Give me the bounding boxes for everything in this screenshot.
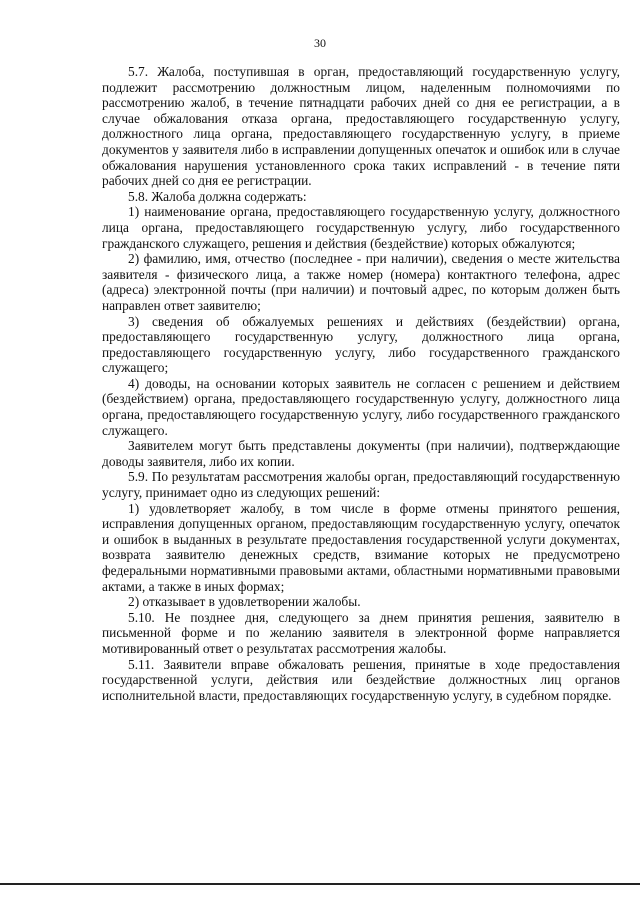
paragraph-5-11: 5.11. Заявители вправе обжаловать решения, принятые в ходе предоставления государственной услуги, действия или бездействие должностных лиц органов исполнительной власти, предоставляющих государственную услугу, в судебном порядке. — [102, 656, 620, 703]
paragraph-5-7: 5.7. Жалоба, поступившая в орган, предоставляющий государственную услугу, подлежит рассмотрению должностным лицом, наделенным полномочиями по рассмотрению жалоб, в течение пятнадцати рабочих дней со дня ее регистрации, а в случае обжалования отказа органа, предоставляющего государственную услугу, должностного лица органа, предоставляющего государственную услугу, в приеме документов у заявителя либо в исправлении допущенных опечаток и ошибок или в случае обжалования нарушения установленного срока таких исправлений - в течение пяти рабочих дней со дня ее регистрации. — [102, 64, 620, 189]
paragraph-5-9: 5.9. По результатам рассмотрения жалобы орган, предоставляющий государственную услугу, принимает одно из следующих решений: — [102, 469, 620, 501]
list-item: 4) доводы, на основании которых заявитель не согласен с решением и действием (бездействием) органа, предоставляющего государственную услугу, должностного лица органа, предоставляющего государственную услугу, либо государственного гражданского служащего. — [102, 375, 620, 438]
paragraph-5-10: 5.10. Не позднее дня, следующего за днем принятия решения, заявителю в письменной форме и по желанию заявителя в электронной форме направляется мотивированный ответ о результатах рассмотрения жалобы. — [102, 609, 620, 656]
page-number: 30 — [314, 36, 326, 50]
list-item: 1) удовлетворяет жалобу, в том числе в форме отмены принятого решения, исправления допущенных органом, предоставляющим государственную услугу, опечаток и ошибок в выданных в результате предоставления государственной услуги документах, возврата заявителю денежных средств, взимание которых не предусмотрено федеральными нормативными правовыми актами, областными нормативными правовыми актами, а также в иных формах; — [102, 500, 620, 594]
list-item: 2) отказывает в удовлетворении жалобы. — [128, 594, 361, 610]
list-item: 1) наименование органа, предоставляющего государственную услугу, должностного лица органа, предоставляющего государственную услугу, либо государственного гражданского служащего, решения и действия (бездействие) которых обжалуются; — [102, 204, 620, 251]
paragraph-5-8: 5.8. Жалоба должна содержать: — [128, 188, 307, 204]
list-item: 2) фамилию, имя, отчество (последнее - при наличии), сведения о месте жительства заявителя - физического лица, а также номер (номера) контактного телефона, адрес (адреса) электронной почты (при наличии) и почтовый адрес, по которым должен быть направлен ответ заявителю; — [102, 251, 620, 313]
bottom-rule — [0, 883, 640, 885]
list-item: 3) сведения об обжалуемых решениях и действиях (бездействии) органа, предоставляющего государственную услугу, должностного лица органа, предоставляющего государственную услугу, либо государственного гражданского служащего; — [102, 313, 620, 376]
document-body — [102, 64, 620, 703]
paragraph-documents: Заявителем могут быть представлены документы (при наличии), подтверждающие доводы заявителя, либо их копии. — [102, 438, 620, 469]
